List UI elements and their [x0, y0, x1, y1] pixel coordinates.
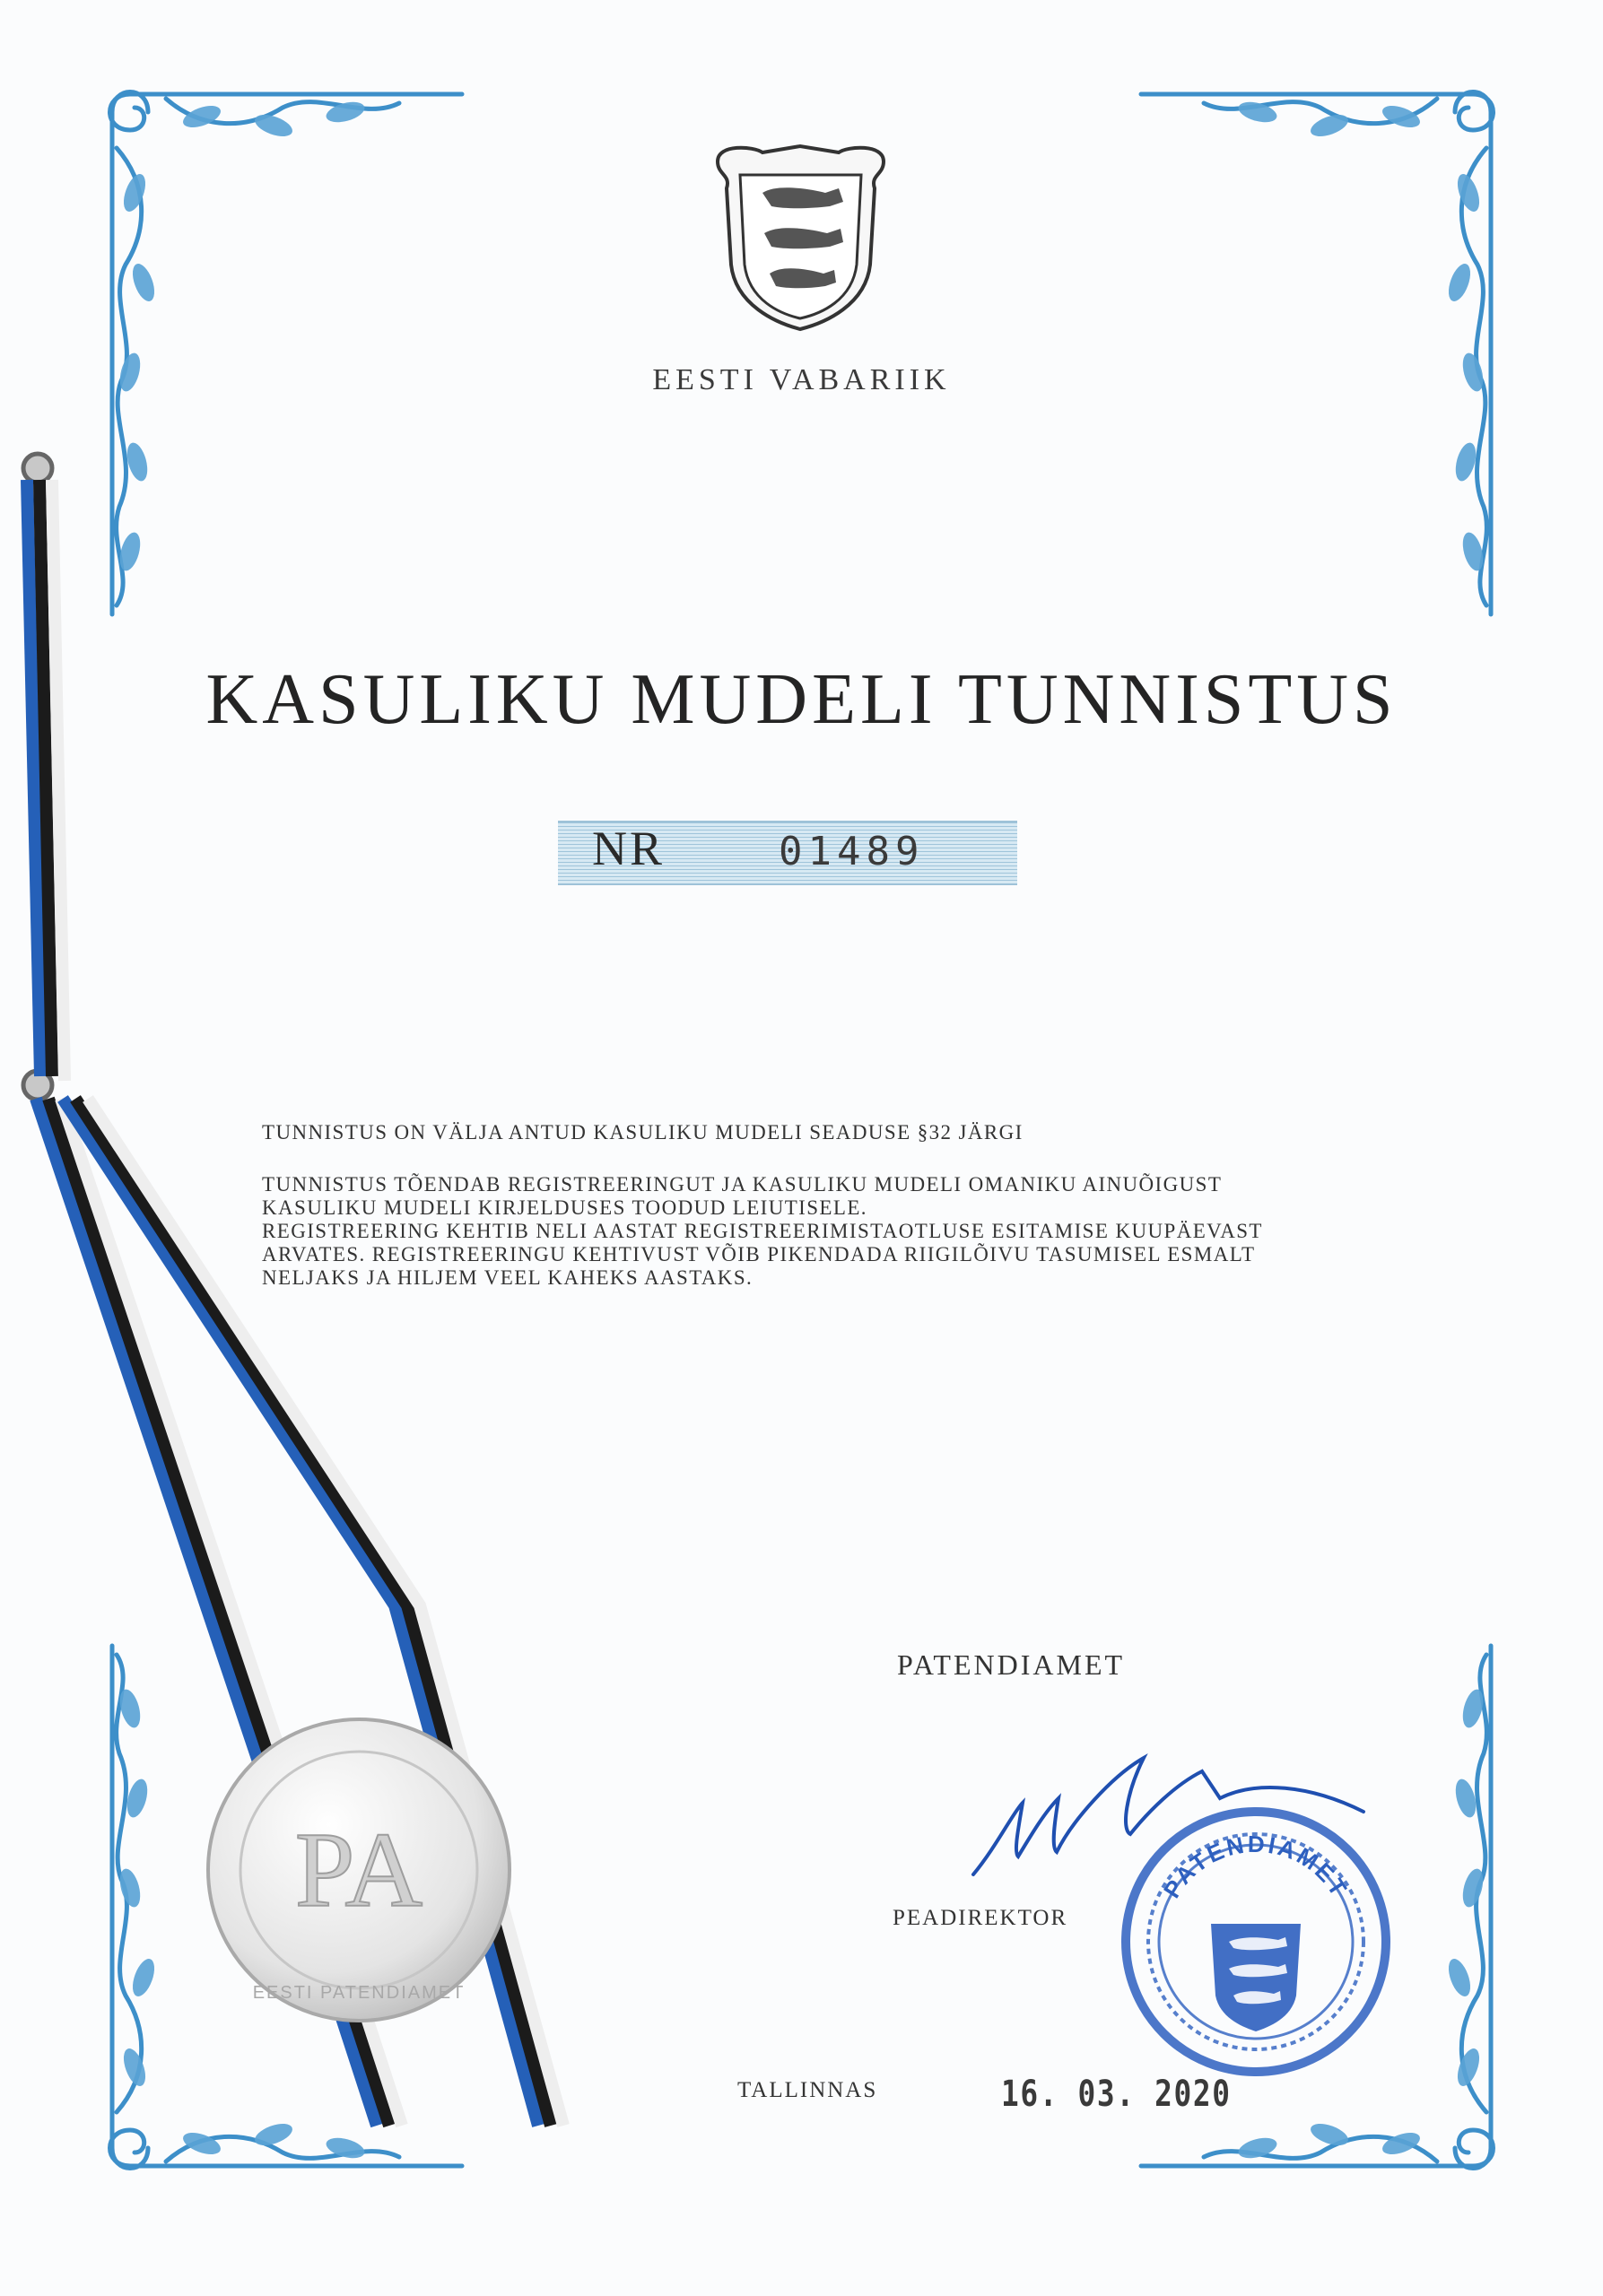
certificate-title: KASULIKU MUDELI TUNNISTUS: [205, 660, 1398, 739]
body-line: ARVATES. REGISTREERINGU KEHTIVUST VÕIB PIKENDADA RIIGILÕIVU TASUMISEL ESMALT: [262, 1243, 1256, 1265]
body-line: REGISTREERING KEHTIB NELI AASTAT REGISTREERIMISTAOTLUSE ESITAMISE KUUPÄEVAST: [262, 1220, 1263, 1242]
certificate-body: [262, 1173, 1356, 1290]
body-line: TUNNISTUS TÕENDAB REGISTREERINGUT JA KASULIKU MUDELI OMANIKU AINUÕIGUST: [262, 1173, 1223, 1196]
svg-text:EESTI PATENDIAMET: EESTI PATENDIAMET: [252, 1983, 466, 2003]
legal-basis: TUNNISTUS ON VÄLJA ANTUD KASULIKU MUDELI SEADUSE §32 JÄRGI: [262, 1121, 1024, 1144]
certificate-number: 01489: [779, 829, 925, 874]
country-name: EESTI VABARIIK: [652, 363, 951, 396]
number-label: NR: [592, 822, 666, 875]
issuer-name: PATENDIAMET: [897, 1648, 1126, 1681]
embossed-seal-icon: [202, 1713, 516, 2027]
coat-of-arms-icon: [700, 139, 902, 336]
issue-date: 16. 03. 2020: [1001, 2074, 1232, 2115]
ink-stamp-icon: [1117, 1803, 1395, 2081]
signer-title: PEADIREKTOR: [893, 1906, 1068, 1930]
svg-text:PA: PA: [294, 1810, 423, 1929]
body-line: NELJAKS JA HILJEM VEEL KAHEKS AASTAKS.: [262, 1266, 754, 1289]
corner-ornament-icon: [1132, 76, 1509, 623]
svg-text:PATENDIAMET: PATENDIAMET: [1158, 1830, 1354, 1903]
issue-place: TALLINNAS: [737, 2078, 878, 2102]
body-line: KASULIKU MUDELI KIRJELDUSES TOODUD LEIUTISELE.: [262, 1196, 867, 1219]
